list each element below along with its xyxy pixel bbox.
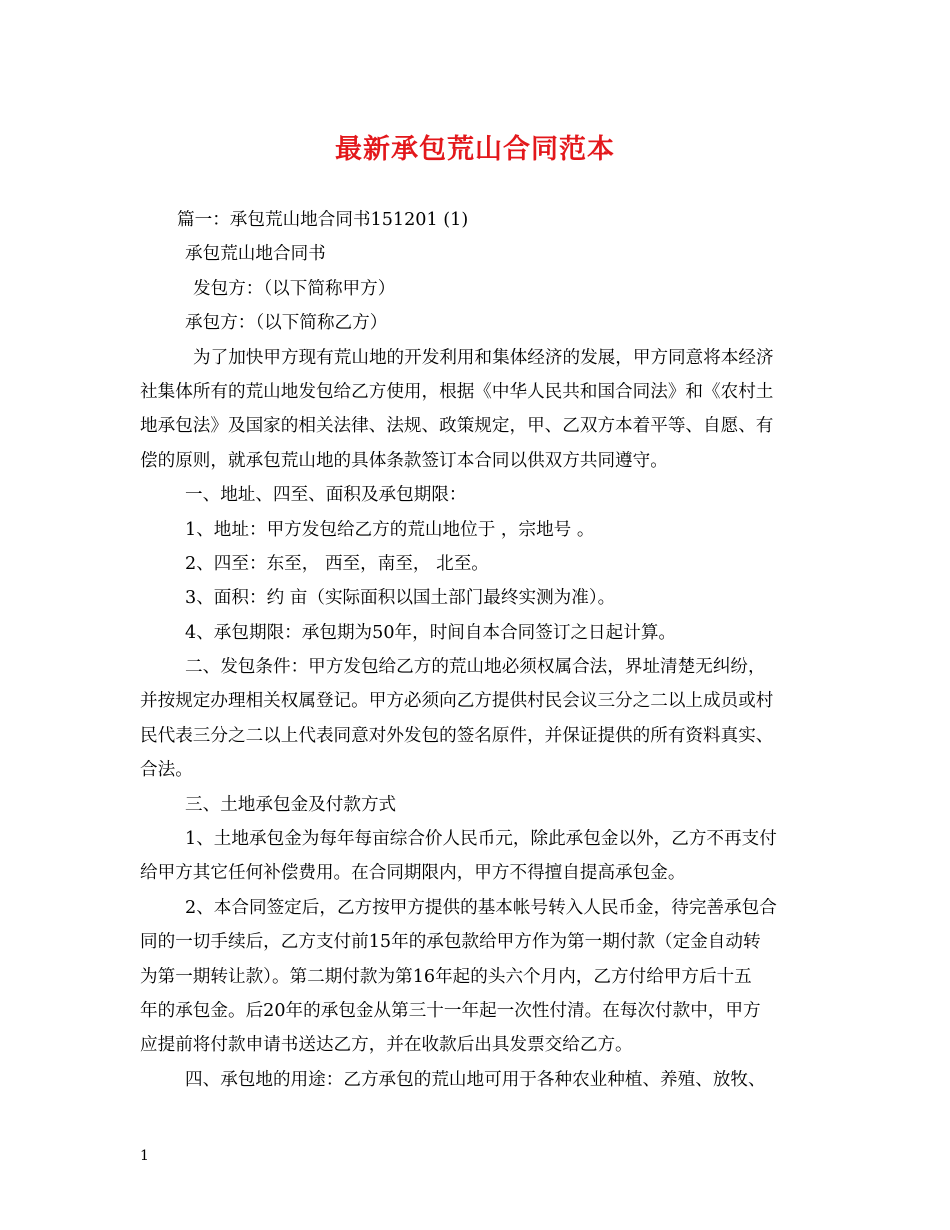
document-body [140,203,812,1097]
page-number: 1 [140,1148,149,1164]
paragraph-line: 社集体所有的荒山地发包给乙方使用，根据《中华人民共和国合同法》和《农村土 [140,381,774,402]
section-heading: 篇一：承包荒山地合同书151201 (1) [177,210,469,230]
clause-item: 3、面积：约 亩（实际面积以国土部门最终实测为准）。 [185,588,616,609]
clause-item: 4、承包期限：承包期为50年，时间自本合同签订之日起计算。 [185,622,677,643]
clause-item: 2、本合同签定后，乙方按甲方提供的基本帐号转入人民币金，待完善承包合 [185,897,777,918]
paragraph-line: 地承包法》及国家的相关法律、法规、政策规定，甲、乙双方本着平等、自愿、有 [140,416,774,437]
paragraph-line: 偿的原则，就承包荒山地的具体条款签订本合同以供双方共同遵守。 [140,450,668,471]
paragraph-line: 给甲方其它任何补偿费用。在合同期限内，甲方不得擅自提高承包金。 [140,863,686,884]
paragraph-line: 应提前将付款申请书送达乙方，并在收款后出具发票交给乙方。 [140,1035,633,1056]
clause-item: 1、土地承包金为每年每亩综合价人民币元，除此承包金以外，乙方不再支付 [185,829,777,850]
paragraph-line: 为了加快甲方现有荒山地的开发利用和集体经济的发展，甲方同意将本经济 [193,347,774,368]
paragraph-line: 同的一切手续后，乙方支付前15年的承包款给甲方作为第一期付款（定金自动转 [140,932,761,953]
document-title: 最新承包荒山合同范本 [335,134,615,165]
clause-heading: 四、承包地的用途：乙方承包的荒山地可用于各种农业种植、养殖、放牧、 [185,1069,766,1090]
paragraph-line: 年的承包金。后20年的承包金从第三十一年起一次性付清。在每次付款中，甲方 [140,1000,761,1021]
clause-item: 1、地址：甲方发包给乙方的荒山地位于 ，宗地号 。 [185,519,595,540]
paragraph-line: 并按规定办理相关权属登记。甲方必须向乙方提供村民会议三分之二以上成员或村 [140,691,774,712]
paragraph-line: 合法。 [140,760,193,781]
clause-item: 2、四至：东至， 西至，南至， 北至。 [185,553,489,574]
party-a-line: 发包方：（以下简称甲方） [193,278,396,299]
paragraph-line: 民代表三分之二以上代表同意对外发包的签名原件，并保证提供的所有资料真实、 [140,725,774,746]
contract-subtitle: 承包荒山地合同书 [185,244,326,265]
clause-heading: 三、土地承包金及付款方式 [185,794,397,815]
clause-heading: 一、地址、四至、面积及承包期限： [185,485,467,506]
clause-heading: 二、发包条件：甲方发包给乙方的荒山地必须权属合法，界址清楚无纠纷， [185,657,766,678]
party-b-line: 承包方：（以下简称乙方） [185,313,388,334]
paragraph-line: 为第一期转让款）。第二期付款为第16年起的头六个月内，乙方付给甲方后十五 [140,966,752,987]
